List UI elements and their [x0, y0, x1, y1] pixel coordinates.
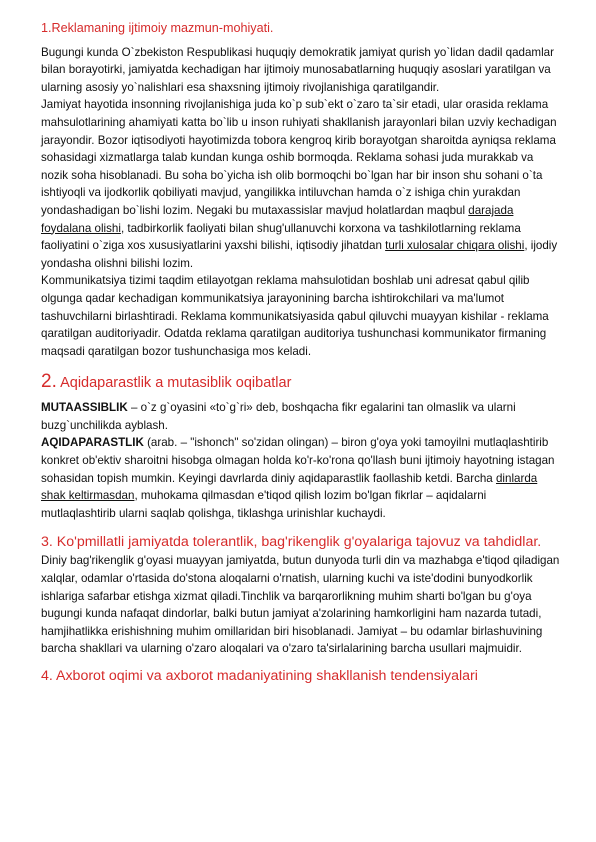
paragraph-2 [41, 96, 561, 272]
section-heading-1: 1.Reklamaning ijtimoiy mazmun-mohiyati. [41, 21, 274, 35]
definition-text-2a: (arab. – "ishonch" so'zidan olingan) – biron g'oya yoki tamoyilni mutlaqlashtirib konkret ob'ektiv sharoitni hisobga olmagan holda ko'r-ko'rona qo'llash buni ijtimoiy hayotning istagan sohasidan topish mumkin. Keyingi davrlarda diniy aqidaparastlik faollashib ketdi. Barcha [41, 436, 555, 485]
section-3-block [41, 532, 561, 658]
section-heading-4: 4. Axborot oqimi va axborot madaniyatining shakllanish tendensiyalari [41, 668, 478, 684]
section-heading-3: 3. Ko'pmillatli jamiyatda tolerantlik, bag'rikenglik g'oyalariga tajovuz va tahdidlar. [41, 534, 542, 551]
paragraph-4: Diniy bag'rikenglik g'oyasi muayyan jamiyatda, butun dunyoda turli din va mazhabga e'tiqod qiladigan xalqlar, odamlar o'rtasida do'stona aloqalarni o'rnatish, ularning kuchi va iste'dodini bunyodkorlik ishlariga safarbar etishga xizmat qiladi.Tinchlik va barqarorlikning muhim sharti bo'lgan bu g'oya bugungi kunda nafaqat dindorlar, balki butun jamiyat a'zolarining hamkorligini ham nazarda tutadi, hamjihatlikka erishishning muhim omillaridan biri hisoblanadi. Jamiyat – bu odamlar birlashuvining barcha shakllari va ularning o'zaro aloqalari va o'zaro ta'sirlalarining barcha usullari majmuidir. [41, 554, 560, 656]
paragraph-1: Bugungi kunda O`zbekiston Respublikasi huquqiy demokratik jamiyat qurish yo`lidan dadil qadamlar bilan borayotirki, jamiyatda kechadigan har ijtimoiy munosabatlarning huquqiy asoslari yaratilgan va ularning asosiy yo`nalishlari esa shaxsning ijtimoiy rivojlanishiga qaratilgandir. [41, 45, 554, 94]
document-page [41, 20, 561, 686]
definition-text-2b: , muhokama qilmasdan e'tiqod qilish lozim bo'lgan fikrlar – aqidalarni mutlaqlashtirib ularni saqlab qolishga, tiklashga urinishlar kuchaydi. [41, 489, 487, 520]
underlined-phrase-3: dinlarda shak keltirmasdan [41, 471, 538, 503]
paragraph-2-text-c: , ijodiy yondasha olishni bilishi lozim. [41, 239, 558, 270]
definition-mutaassiblik [41, 399, 561, 434]
section-heading-2-number: 2. [41, 371, 57, 393]
section-heading-2-text: Aqidaparastlik a mutasiblik oqibatlar [56, 375, 292, 392]
paragraph-2-text-a: Jamiyat hayotida insonning rivojlanishiga juda ko`p sub`ekt o`zaro ta`sir etadi, ular orasida reklama mahsulotlarining ahamiyati katta bo`lib u inson ruhiyati shakllanish jarayonlari bilan uzviy kechadigan jarayondir. Bozor iqtisodiyoti hayotimizda tobora kengroq kirib borayotgan sharoitda ayniqsa reklama sohasidagi xizmatlarga talab kundan kunga oshib bormoqda. Reklama sohasi juda murakkab va nozik soha hisoblanadi. Bu soha bo`yicha ish olib bormoqchi bo`lgan har bir inson shu sohani o`ta ishtiyoqli va ijodkorlik qobiliyati mavjud, yangilikka intiluvchan hamda o`z ishiga chin yurakdan yondashadigan bo`lishi lozim. Negaki bu mutaxassislar mavjud holatlardan maqbul [41, 98, 557, 217]
paragraph-2-text-b: , tadbirkorlik faoliyati bilan shug'ullanuvchi korxona va tashkilotlarning reklama faoliyatini o`ziga xos xususiyatlarini yaxshi bilishi, iqtisodiy jihatdan [41, 221, 521, 253]
underlined-phrase-2: turli xulosalar chiqara olishi [385, 239, 525, 253]
underlined-phrase-1: darajada foydalana olishi [41, 203, 514, 235]
section-heading-2 [41, 372, 561, 393]
definition-text-1: – o`z g`oyasini «to`g`ri» deb, boshqacha fikr egalarini tan olmaslik va ularni buzg`unchilikda ayblash. [41, 401, 516, 432]
definition-aqidaparastlik [41, 434, 561, 522]
term-mutaassiblik: MUTAASSIBLIK [41, 401, 128, 415]
paragraph-3: Kommunikatsiya tizimi taqdim etilayotgan reklama mahsulotidan boshlab uni adresat qabul qilib olgunga qadar kechadigan kommunikatsiya jarayonining barcha ishtirokchilari va ma'lumot tashuvchilarni birlashtiradi. Reklama kommunikatsiyasida qabul qiluvchi muayyan kishilar - reklama qaratilgan auditoriyadir. Odatda reklama qaratilgan auditoriya tushunchasi kommunikator firmaning maqsadi qaratilgan bozor tushunchasiga mos keladi. [41, 274, 549, 358]
term-aqidaparastlik: AQIDAPARASTLIK [41, 436, 144, 450]
